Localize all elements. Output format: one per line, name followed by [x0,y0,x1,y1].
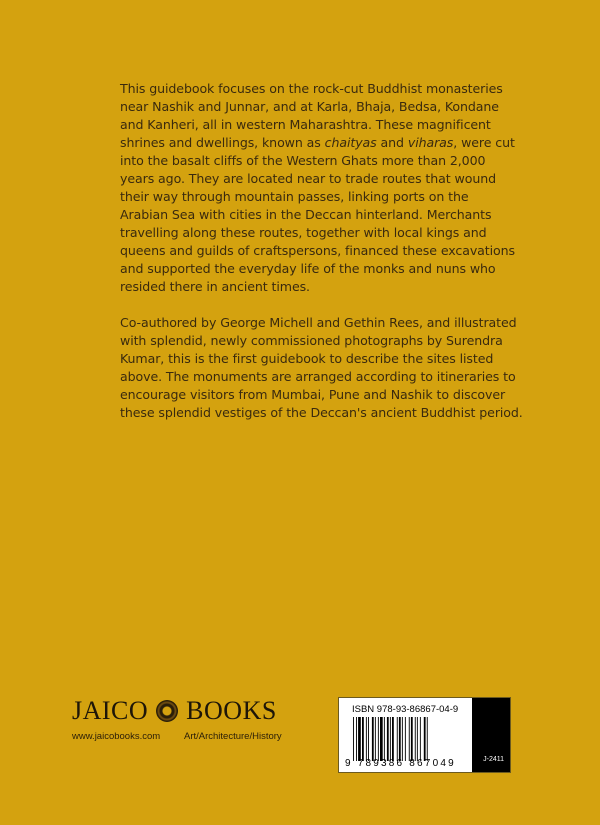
barcode-bar [384,717,385,761]
book-category: Art/Architecture/History [184,731,282,742]
isbn-barcode [338,697,511,773]
barcode-bar [387,717,389,761]
barcode-bar [366,717,367,761]
publisher-logo [72,696,277,726]
barcode-bar [378,717,379,761]
barcode-bar [392,717,394,761]
italic-term: viharas [407,135,454,150]
blurb-paragraph-1 [120,80,520,296]
barcode-bar [372,717,374,761]
barcode-bar [417,717,418,761]
blurb-line: with splendid, newly commissioned photographs by Surendra [120,333,503,348]
barcode-bar [424,717,426,761]
blurb-line: and supported the everyday life of the monks and nuns who [120,261,496,276]
barcode-bar [409,717,410,761]
barcode-bars [353,717,465,761]
barcode-digits: 9 789386 867049 [345,758,456,769]
italic-term: chaityas [324,135,377,150]
barcode-bar [380,717,383,761]
barcode-bar [402,717,403,761]
book-code: J-2411 [483,756,504,763]
barcode-bar [390,717,391,761]
blurb-line: years ago. They are located near to trade routes that wound [120,171,496,186]
publisher-url: www.jaicobooks.com [72,731,161,742]
barcode-bar [405,717,406,761]
barcode-bar [358,717,361,761]
blurb-line: queens and guilds of craftspersons, financed these excavations [120,243,515,258]
blurb-line: above. The monuments are arranged according to itineraries to [120,369,516,384]
blurb-paragraph-2 [120,314,523,422]
barcode-bar [411,717,413,761]
blurb-line: Arabian Sea with cities in the Deccan hinterland. Merchants [120,207,492,222]
blurb-line: Co-authored by George Michell and Gethin Rees, and illustrated [120,315,517,330]
barcode-bar [427,717,428,761]
blurb-line [120,134,520,152]
text: , were cut [453,135,515,150]
barcode-bar [368,717,369,761]
barcode-bar [353,717,354,761]
jaico-emblem-icon [156,700,178,722]
back-cover-blurb [120,80,523,440]
blurb-line: This guidebook focuses on the rock-cut Buddhist monasteries [120,81,503,96]
price-code-block [472,698,510,772]
text: and [376,135,408,150]
blurb-line: Kumar, this is the first guidebook to describe the sites listed [120,351,494,366]
barcode-bar [362,717,364,761]
blurb-line: near Nashik and Junnar, and at Karla, Bhaja, Bedsa, Kondane [120,99,499,114]
blurb-line: encourage visitors from Mumbai, Pune and Nashik to discover [120,387,506,402]
text: shrines and dwellings, known as [120,135,325,150]
barcode-bar [356,717,357,761]
logo-text-right: BOOKS [186,696,277,725]
barcode-bar [420,717,421,761]
blurb-line: these splendid vestiges of the Deccan's ancient Buddhist period. [120,405,523,420]
blurb-line: into the basalt cliffs of the Western Ghats more than 2,000 [120,153,486,168]
barcode-bar [397,717,398,761]
blurb-line: resided there in ancient times. [120,279,310,294]
barcode-bar [375,717,376,761]
blurb-line: and Kanheri, all in western Maharashtra. These magnificent [120,117,491,132]
isbn-text: ISBN 978-93-86867-04-9 [352,704,459,715]
blurb-line: travelling along these routes, together with local kings and [120,225,487,240]
blurb-line: their way through mountain passes, linking ports on the [120,189,469,204]
barcode-bar [399,717,401,761]
logo-text-left: JAICO [72,696,149,725]
barcode-bar [415,717,416,761]
